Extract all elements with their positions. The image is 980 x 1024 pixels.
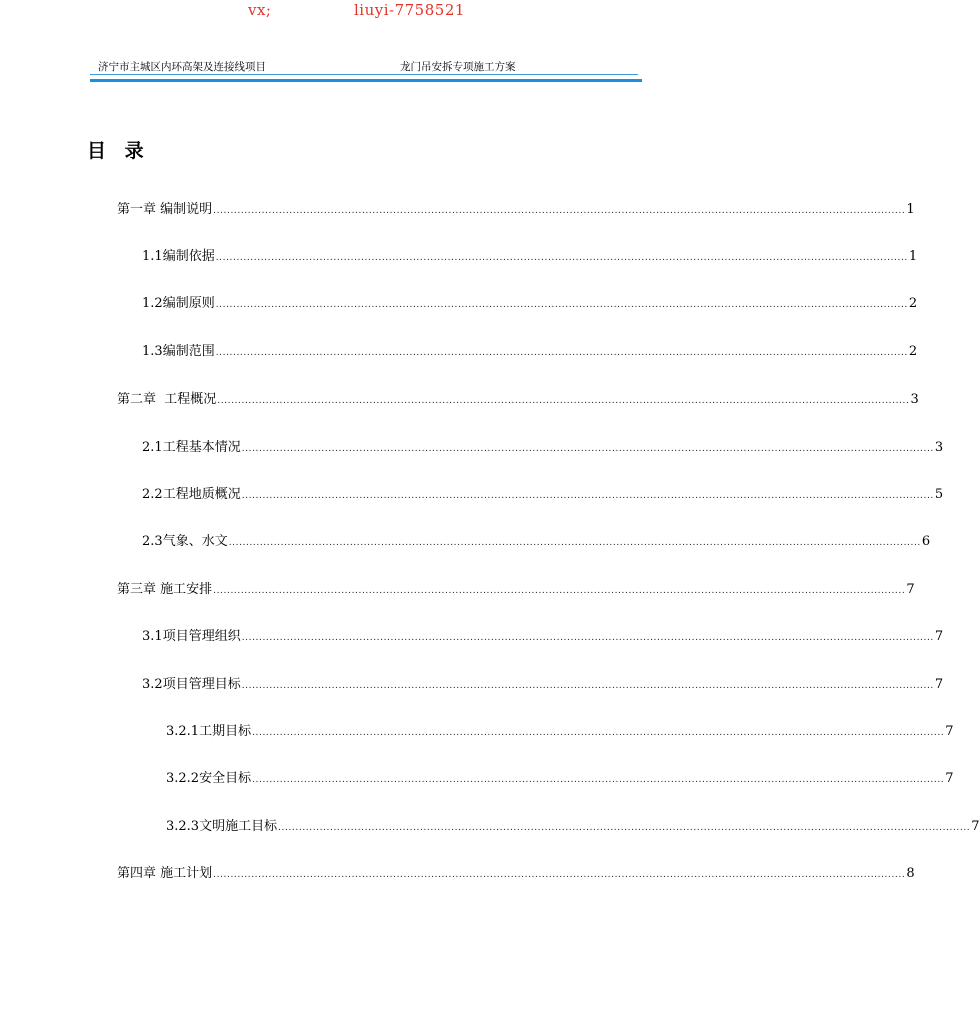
toc-entry-label: 第四章 施工计划: [117, 866, 213, 881]
header-rule-thin: [90, 74, 638, 75]
toc-entry[interactable]: [166, 815, 980, 835]
toc-entry-number: 2.1: [142, 440, 163, 455]
toc-entry-label: 第二章 工程概况: [117, 392, 217, 407]
header-project-name: 济宁市主城区内环高架及连接线项目: [98, 61, 266, 73]
toc-dot-leader: ........................................................................................................................................................................................................: [215, 253, 908, 263]
toc-entry-number: 2.2: [142, 487, 163, 502]
toc-dot-leader: ........................................................................................................................................................................................................: [228, 538, 921, 548]
watermark-contact-id: liuyi-7758521: [354, 1, 465, 19]
toc-dot-leader: ........................................................................................................................................................................................................: [213, 586, 906, 596]
toc-entry-number: 2.3: [142, 534, 163, 549]
toc-dot-leader: ........................................................................................................................................................................................................: [213, 870, 906, 880]
toc-dot-leader: ........................................................................................................................................................................................................: [241, 681, 934, 691]
toc-entry-label: 工程地质概况: [162, 487, 241, 502]
toc-entry-number: 3.2: [142, 677, 163, 692]
toc-entry-label: 工期目标: [199, 724, 252, 739]
toc-entry[interactable]: [142, 673, 944, 693]
toc-entry-page: 7: [934, 677, 944, 692]
toc-entry-label: 工程基本情况: [162, 440, 241, 455]
watermark: [0, 0, 724, 24]
toc-entry[interactable]: [142, 483, 944, 503]
toc-entry[interactable]: [142, 436, 944, 456]
toc-dot-leader: ........................................................................................................................................................................................................: [215, 348, 908, 358]
toc-dot-leader: ........................................................................................................................................................................................................: [213, 206, 906, 216]
toc-entry[interactable]: [117, 862, 915, 882]
toc-entry[interactable]: [117, 198, 915, 218]
toc-entry-number: 3.2.2: [166, 771, 200, 786]
toc-entry-label: 项目管理组织: [162, 629, 241, 644]
toc-entry-page: 7: [945, 771, 954, 786]
page-header: [90, 58, 642, 84]
watermark-contact-prefix: vx;: [248, 1, 272, 19]
toc-entry-page: 2: [908, 344, 918, 359]
toc-entry[interactable]: [117, 388, 919, 408]
toc-entry[interactable]: [142, 292, 918, 312]
toc-entry-label: 第三章 施工安排: [117, 582, 213, 597]
toc-entry-label: 编制原则: [162, 296, 215, 311]
toc-entry-number: 1.3: [142, 344, 163, 359]
toc-dot-leader: ........................................................................................................................................................................................................: [278, 823, 971, 833]
header-rule-thick: [90, 79, 642, 82]
toc-entry-page: 5: [934, 487, 944, 502]
toc-entry-page: 3: [910, 392, 919, 407]
toc-entry-page: 7: [971, 819, 980, 834]
toc-dot-leader: ........................................................................................................................................................................................................: [252, 728, 945, 738]
toc-entry-number: 3.1: [142, 629, 163, 644]
toc-dot-leader: ........................................................................................................................................................................................................: [217, 396, 910, 406]
toc-entry-label: 项目管理目标: [162, 677, 241, 692]
toc-dot-leader: ........................................................................................................................................................................................................: [252, 775, 945, 785]
toc-entry[interactable]: [142, 625, 944, 645]
toc-entry-page: 1: [906, 202, 915, 217]
toc-dot-leader: ........................................................................................................................................................................................................: [241, 633, 934, 643]
toc-entry-page: 2: [908, 296, 918, 311]
toc-dot-leader: ........................................................................................................................................................................................................: [241, 444, 934, 454]
toc-entry-page: 7: [906, 582, 915, 597]
toc-entry-page: 8: [906, 866, 915, 881]
toc-entry-label: 编制范围: [162, 344, 215, 359]
toc-entry-number: 3.2.3: [166, 819, 200, 834]
toc-entry[interactable]: [142, 245, 918, 265]
toc-entry-page: 3: [934, 440, 944, 455]
toc-entry-page: 1: [908, 249, 918, 264]
toc-entry-page: 7: [945, 724, 954, 739]
toc-entry[interactable]: [117, 578, 915, 598]
toc-entry-label: 气象、水文: [162, 534, 228, 549]
toc-dot-leader: ........................................................................................................................................................................................................: [215, 300, 908, 310]
toc-entry-page: 7: [934, 629, 944, 644]
toc-entry-number: 3.2.1: [166, 724, 200, 739]
toc-entry-label: 安全目标: [199, 771, 252, 786]
toc-entry[interactable]: [166, 767, 954, 787]
toc-title: 目 录: [87, 140, 150, 162]
toc-entry[interactable]: [142, 530, 931, 550]
toc-entry-label: 文明施工目标: [199, 819, 278, 834]
toc-entry-number: 1.1: [142, 249, 163, 264]
toc-entry-label: 编制依据: [162, 249, 215, 264]
toc-entry-number: 1.2: [142, 296, 163, 311]
toc-entry-label: 第一章 编制说明: [117, 202, 213, 217]
header-document-name: 龙门吊安拆专项施工方案: [400, 61, 516, 73]
toc-dot-leader: ........................................................................................................................................................................................................: [241, 491, 934, 501]
toc-entry[interactable]: [142, 340, 918, 360]
toc-entry[interactable]: [166, 720, 954, 740]
toc-entry-page: 6: [921, 534, 931, 549]
